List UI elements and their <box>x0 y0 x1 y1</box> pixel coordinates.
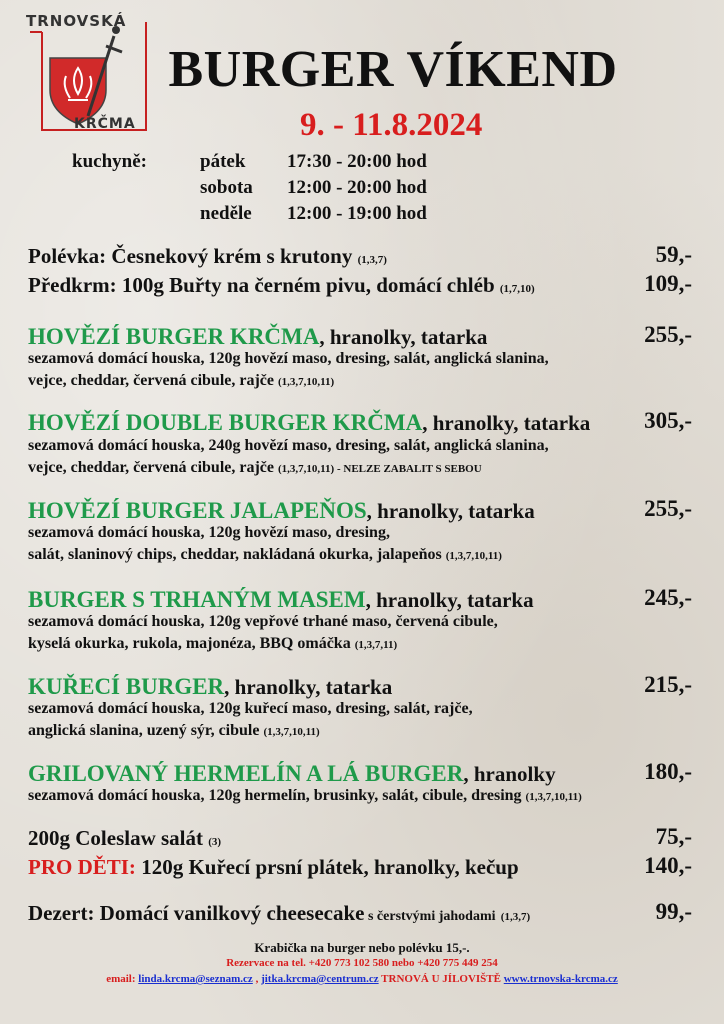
menu-item-name: KUŘECÍ BURGER <box>28 674 225 699</box>
kids-line <box>28 855 519 880</box>
menu-item-price: 245,- <box>644 585 692 610</box>
menu-item-desc-text: kyselá okurka, rukola, majonéza, BBQ omáčka <box>28 635 351 652</box>
menu-item-price: 255,- <box>644 496 692 521</box>
menu-item-desc-text: vejce, cheddar, červená cibule, rajče <box>28 372 274 389</box>
coleslaw-line <box>28 826 221 851</box>
menu-item-name: HOVĚZÍ BURGER JALAPEŇOS <box>28 498 367 523</box>
menu-item-suffix: , hranolky <box>463 762 556 786</box>
kids-text: 120g Kuřecí prsní plátek, hranolky, kečup <box>135 855 519 879</box>
hours-time: 12:00 - 19:00 hod <box>287 203 427 224</box>
menu-item-name: BURGER S TRHANÝM MASEM <box>28 587 366 612</box>
menu-item-desc <box>28 372 334 390</box>
soup-text: Polévka: Česnekový krém s krutony <box>28 244 353 268</box>
menu-item-desc: sezamová domácí houska, 120g hovězí maso, dresing, salát, anglická slanina, <box>28 350 549 367</box>
menu-item-suffix: , hranolky, tatarka <box>366 499 535 523</box>
kids-label: PRO DĚTI: <box>28 855 136 879</box>
box-note: Krabička na burger nebo polévku 15,-. <box>254 940 470 955</box>
kitchen-label: kuchyně: <box>72 151 147 172</box>
menu-item-suffix: , hranolky, tatarka <box>224 675 393 699</box>
menu-item-allergens: (1,3,7,10,11) <box>278 376 335 388</box>
menu-item-desc-text: salát, slaninový chips, cheddar, nakládaná okurka, jalapeňos <box>28 546 442 563</box>
menu-item-name: HOVĚZÍ DOUBLE BURGER KRČMA <box>28 410 423 435</box>
menu-item-allergens: (1,3,7,10,11) <box>445 550 502 562</box>
reservation-line: Rezervace na tel. +420 773 102 580 nebo +420 775 449 254 <box>226 957 498 969</box>
email-label: email: <box>106 973 136 985</box>
coleslaw-text: 200g Coleslaw salát <box>28 826 203 850</box>
takeaway-note: - NELZE ZABALIT S SEBOU <box>334 463 482 475</box>
email-link-linda[interactable]: linda.krcma@seznam.cz <box>138 973 253 985</box>
separator: , <box>252 973 262 985</box>
menu-item-desc-text: sezamová domácí houska, 120g hermelín, brusinky, salát, cibule, dresing <box>28 787 522 804</box>
menu-item-desc <box>28 787 582 805</box>
menu-item-desc-text: vejce, cheddar, červená cibule, rajče <box>28 459 274 476</box>
dessert-line <box>28 901 530 926</box>
soup-line <box>28 244 387 269</box>
menu-item-suffix: , hranolky, tatarka <box>422 411 591 435</box>
page-title: BURGER VÍKEND <box>168 41 618 98</box>
menu-item-name: HOVĚZÍ BURGER KRČMA <box>28 324 320 349</box>
menu-item-desc: sezamová domácí houska, 120g vepřové trhané maso, červená cibule, <box>28 613 498 630</box>
menu-item-price: 180,- <box>644 759 692 784</box>
hours-day: neděle <box>200 203 252 224</box>
coleslaw-price: 75,- <box>655 824 692 849</box>
hours-day: pátek <box>200 151 246 172</box>
soup-allergens: (1,3,7) <box>357 254 387 266</box>
menu-item-desc: sezamová domácí houska, 240g hovězí maso, dresing, salát, anglická slanina, <box>28 437 549 454</box>
menu-item-name: GRILOVANÝ HERMELÍN A LÁ BURGER <box>28 761 464 786</box>
starter-allergens: (1,7,10) <box>499 283 535 295</box>
menu-item-title <box>28 674 392 700</box>
event-date: 9. - 11.8.2024 <box>300 107 483 143</box>
starter-line <box>28 273 535 298</box>
website-link[interactable]: www.trnovska-krcma.cz <box>503 973 618 985</box>
menu-item-desc: sezamová domácí houska, 120g kuřecí maso, dresing, salát, rajče, <box>28 700 473 717</box>
hours-time: 17:30 - 20:00 hod <box>287 151 427 172</box>
hours-time: 12:00 - 20:00 hod <box>287 177 427 198</box>
menu-item-title <box>28 587 534 613</box>
menu-item-desc <box>28 722 320 740</box>
menu-item-suffix: , hranolky, tatarka <box>319 325 488 349</box>
email-link-jitka[interactable]: jitka.krcma@centrum.cz <box>261 973 379 985</box>
dessert-price: 99,- <box>655 899 692 924</box>
menu-item-desc <box>28 546 502 564</box>
coleslaw-allergens: (3) <box>208 836 222 848</box>
menu-item-price: 215,- <box>644 672 692 697</box>
starter-text: Předkrm: 100g Buřty na černém pivu, domácí chléb <box>28 273 495 297</box>
menu-item-desc: sezamová domácí houska, 120g hovězí maso, dresing, <box>28 524 390 541</box>
menu-item-desc <box>28 459 482 477</box>
menu-item-title <box>28 498 535 524</box>
kids-price: 140,- <box>644 853 692 878</box>
menu-item-title <box>28 761 556 787</box>
location-text: TRNOVÁ U JÍLOVIŠTĚ <box>378 973 504 985</box>
logo-top-text: TRNOVSKÁ <box>26 12 127 30</box>
menu-item-desc <box>28 635 397 653</box>
menu-item-allergens: (1,3,7,10,11) <box>278 463 335 475</box>
dessert-allergens: (1,3,7) <box>500 911 531 923</box>
starter-price: 109,- <box>644 271 692 296</box>
menu-item-allergens: (1,3,7,10,11) <box>525 791 582 803</box>
dessert-text: Dezert: Domácí vanilkový cheesecake <box>28 901 365 925</box>
logo-bottom-text: KRČMA <box>74 116 136 132</box>
menu-item-allergens: (1,3,7,11) <box>354 639 398 651</box>
menu-item-title <box>28 324 487 350</box>
soup-price: 59,- <box>655 242 692 267</box>
menu-item-suffix: , hranolky, tatarka <box>365 588 534 612</box>
dessert-small-text: s čerstvými jahodami <box>364 909 496 924</box>
hours-day: sobota <box>200 177 253 198</box>
menu-item-price: 305,- <box>644 408 692 433</box>
menu-item-allergens: (1,3,7,10,11) <box>263 726 320 738</box>
menu-item-title <box>28 410 590 436</box>
menu-item-price: 255,- <box>644 322 692 347</box>
menu-item-desc-text: anglická slanina, uzený sýr, cibule <box>28 722 260 739</box>
contact-line <box>0 973 724 985</box>
